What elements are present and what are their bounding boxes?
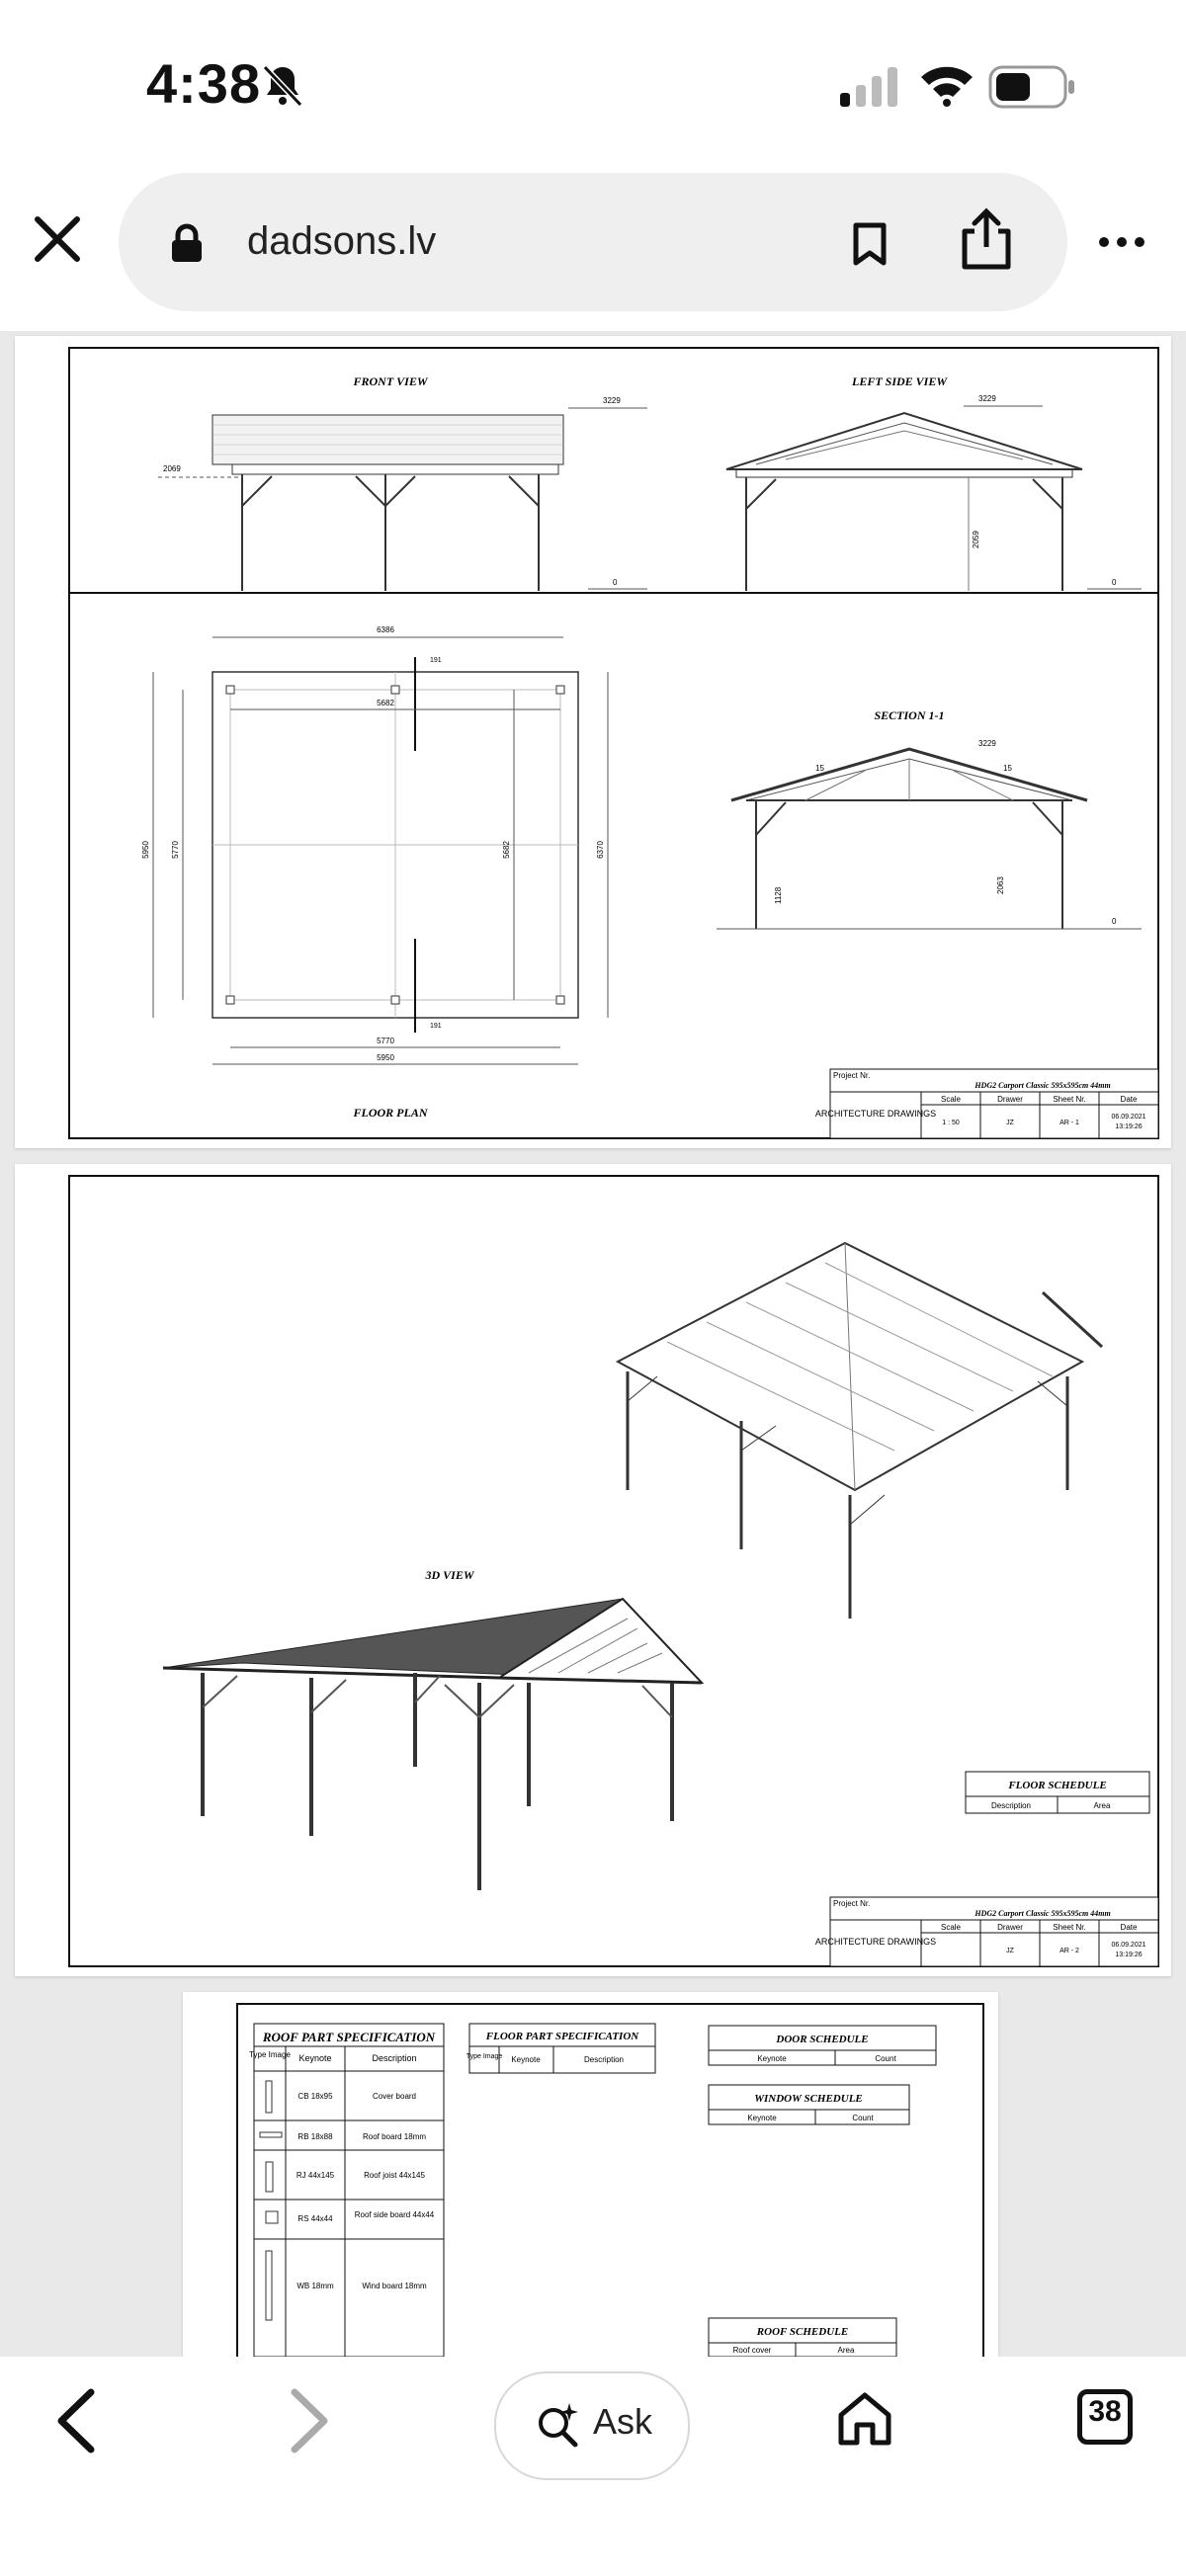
svg-text:HDG2 Carport Classic 595x595cm: HDG2 Carport Classic 595x595cm 44mm [974, 1081, 1111, 1090]
svg-text:RB 18x88: RB 18x88 [297, 2132, 333, 2141]
clock: 4:38 [146, 52, 262, 115]
ask-label: Ask [593, 2401, 653, 2442]
dim-1128: 1128 [774, 886, 783, 904]
svg-text:AR - 2: AR - 2 [1059, 1948, 1079, 1954]
drawing-sheet-1 [15, 336, 1171, 1148]
floor-schedule-table [966, 1772, 1149, 1813]
tab-count: 38 [1088, 2395, 1122, 2428]
dim-5682: 5682 [377, 699, 394, 707]
section-title: SECTION 1-1 [874, 708, 945, 722]
floor-part-specification-table [466, 2024, 655, 2073]
svg-text:RS 44x44: RS 44x44 [297, 2214, 333, 2223]
svg-text:13:19:26: 13:19:26 [1115, 1952, 1143, 1958]
svg-text:RJ 44x145: RJ 44x145 [296, 2171, 335, 2180]
door-schedule-table [709, 2026, 936, 2065]
svg-text:Area: Area [1093, 1801, 1111, 1810]
svg-text:Roof board 18mm: Roof board 18mm [362, 2132, 427, 2141]
svg-text:Project Nr.: Project Nr. [833, 1899, 871, 1908]
svg-text:Count: Count [852, 2114, 874, 2122]
svg-text:WINDOW SCHEDULE: WINDOW SCHEDULE [754, 2093, 863, 2105]
dim-2063: 2063 [996, 876, 1005, 894]
svg-text:HDG2 Carport Classic 595x595cm: HDG2 Carport Classic 595x595cm 44mm [974, 1909, 1111, 1918]
dim-5770-bottom: 5770 [377, 1037, 394, 1045]
battery-icon [988, 65, 1077, 109]
window-schedule-table [709, 2085, 909, 2124]
wifi-icon [919, 63, 974, 107]
dim-2069: 2069 [163, 464, 181, 473]
svg-text:ROOF SCHEDULE: ROOF SCHEDULE [756, 2326, 849, 2338]
svg-text:Sheet Nr.: Sheet Nr. [1053, 1923, 1086, 1932]
dim-15-left: 15 [815, 764, 824, 773]
svg-text:Roof joist 44x145: Roof joist 44x145 [364, 2171, 425, 2180]
svg-text:Description: Description [372, 2053, 417, 2063]
back-arrow-icon[interactable] [51, 2386, 101, 2455]
3d-view-title: 3D VIEW [425, 1568, 474, 1582]
drawing-sheet-2 [15, 1164, 1171, 1976]
dim-191-top: 191 [430, 657, 442, 664]
dim-0-side: 0 [1112, 578, 1117, 587]
svg-text:Description: Description [990, 1801, 1032, 1810]
svg-text:Scale: Scale [940, 1095, 962, 1104]
svg-text:Description: Description [583, 2055, 625, 2064]
svg-text:06.09.2021: 06.09.2021 [1111, 1942, 1146, 1949]
svg-text:Sheet Nr.: Sheet Nr. [1053, 1095, 1086, 1104]
svg-text:Roof cover: Roof cover [732, 2346, 772, 2355]
svg-text:Keynote: Keynote [747, 2114, 777, 2122]
svg-text:Type Image: Type Image [249, 2050, 291, 2059]
cellular-signal-icon [840, 67, 899, 107]
dim-6386: 6386 [377, 625, 394, 634]
dim-5682-right: 5682 [502, 841, 511, 859]
url-text[interactable]: dadsons.lv [247, 219, 437, 263]
svg-text:JZ: JZ [1006, 1948, 1014, 1954]
svg-text:Roof side board 44x44: Roof side board 44x44 [354, 2210, 435, 2219]
dim-0-front: 0 [613, 578, 618, 587]
svg-text:ARCHITECTURE DRAWINGS: ARCHITECTURE DRAWINGS [814, 1937, 937, 1947]
svg-text:Type Image: Type Image [466, 2053, 503, 2060]
svg-text:WB 18mm: WB 18mm [296, 2282, 334, 2290]
dim-3229-side: 3229 [978, 394, 996, 403]
close-icon[interactable] [30, 211, 85, 267]
title-block-2 [815, 1897, 1158, 1966]
svg-text:Drawer: Drawer [997, 1923, 1023, 1932]
svg-text:1 : 50: 1 : 50 [942, 1120, 960, 1126]
roof-schedule-table [709, 2318, 896, 2357]
lock-icon [170, 223, 204, 263]
title-block-1 [815, 1069, 1158, 1138]
dim-15-right: 15 [1003, 764, 1012, 773]
bookmark-icon[interactable] [852, 221, 888, 267]
drawing-sheet-3 [183, 1992, 998, 2357]
svg-text:JZ: JZ [1006, 1120, 1014, 1126]
svg-text:13:19:26: 13:19:26 [1115, 1123, 1143, 1130]
svg-text:06.09.2021: 06.09.2021 [1111, 1114, 1146, 1121]
svg-text:Date: Date [1120, 1923, 1138, 1932]
silent-bell-icon [261, 63, 304, 107]
dim-5950-bottom: 5950 [377, 1053, 394, 1062]
forward-arrow-icon[interactable] [285, 2386, 334, 2455]
svg-text:Wind board 18mm: Wind board 18mm [362, 2282, 427, 2290]
svg-text:Project Nr.: Project Nr. [833, 1071, 871, 1080]
svg-text:Area: Area [837, 2346, 855, 2355]
svg-text:Keynote: Keynote [757, 2054, 787, 2063]
floor-plan-title: FLOOR PLAN [353, 1106, 428, 1120]
svg-text:FLOOR PART SPECIFICATION: FLOOR PART SPECIFICATION [485, 2031, 639, 2042]
ask-search-sparkle-icon [534, 2401, 581, 2449]
svg-text:Keynote: Keynote [298, 2053, 332, 2063]
dim-191-bottom: 191 [430, 1023, 442, 1030]
svg-text:Keynote: Keynote [511, 2055, 541, 2064]
svg-text:DOOR SCHEDULE: DOOR SCHEDULE [776, 2034, 869, 2045]
svg-text:CB 18x95: CB 18x95 [297, 2092, 333, 2101]
svg-text:FLOOR SCHEDULE: FLOOR SCHEDULE [1008, 1780, 1107, 1791]
svg-text:Scale: Scale [940, 1923, 962, 1932]
dim-3229-front: 3229 [603, 396, 621, 405]
dim-0-section: 0 [1112, 917, 1117, 926]
share-icon[interactable] [959, 208, 1014, 271]
roof-part-specification-table [249, 2024, 444, 2357]
more-options-icon[interactable] [1097, 235, 1146, 249]
svg-text:AR - 1: AR - 1 [1059, 1120, 1079, 1126]
svg-text:ARCHITECTURE DRAWINGS: ARCHITECTURE DRAWINGS [814, 1109, 937, 1119]
home-icon[interactable] [835, 2389, 894, 2449]
dim-2059: 2059 [972, 531, 980, 548]
front-view-title: FRONT VIEW [353, 374, 428, 388]
dim-5950-left: 5950 [141, 841, 150, 859]
svg-text:Count: Count [875, 2054, 896, 2063]
left-side-view-title: LEFT SIDE VIEW [851, 374, 948, 388]
dim-3229-section: 3229 [978, 739, 996, 748]
status-bar [0, 0, 1186, 168]
ask-button[interactable] [494, 2371, 690, 2480]
svg-text:Drawer: Drawer [997, 1095, 1023, 1104]
svg-text:Date: Date [1120, 1095, 1138, 1104]
dim-6370: 6370 [596, 841, 605, 859]
svg-text:ROOF PART SPECIFICATION: ROOF PART SPECIFICATION [262, 2030, 436, 2044]
svg-text:Cover board: Cover board [372, 2092, 417, 2101]
dim-5770-left: 5770 [171, 841, 180, 859]
